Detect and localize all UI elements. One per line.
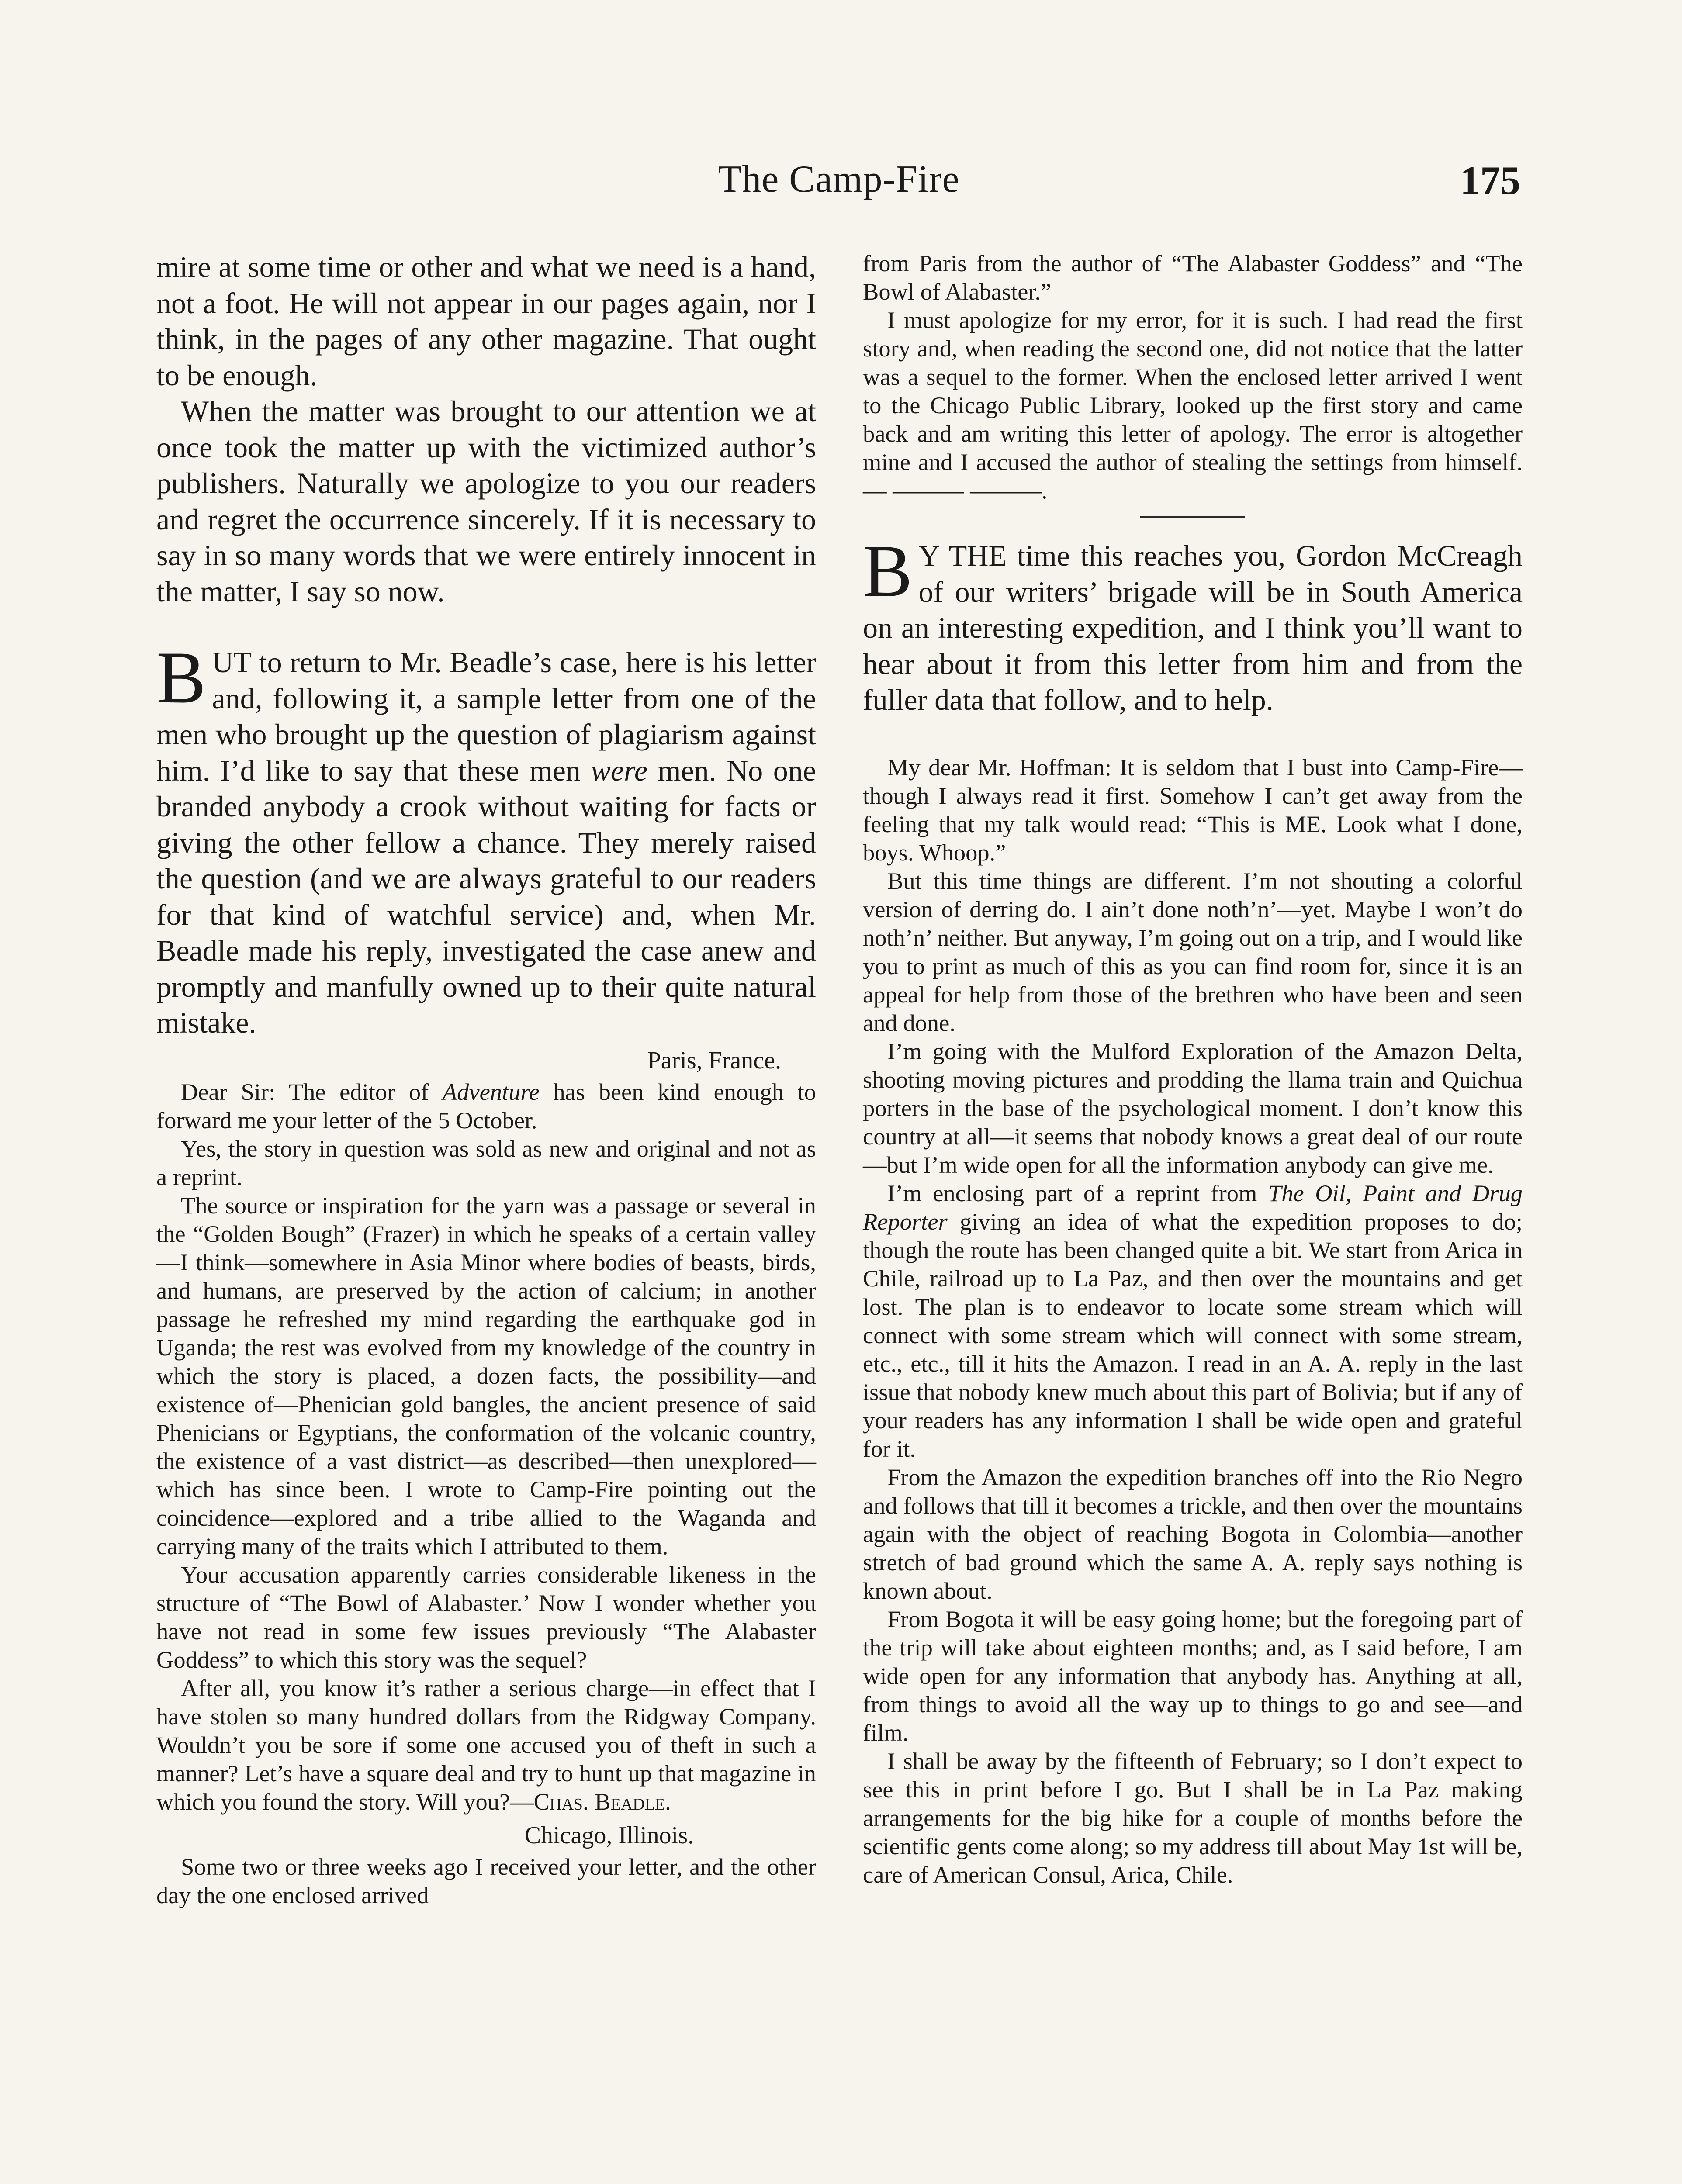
letter-paragraph: From the Amazon the expedition branches off into the Rio Negro and follows that till it becomes a trickle, and then over the mountains again with the object of reaching Bogota in Colombia—another stretch of bad ground which the same A. A. reply says nothing is known about. <box>863 1463 1523 1604</box>
drop-cap: B <box>156 636 206 719</box>
letter-paragraph: Some two or three weeks ago I received your letter, and the other day the one enclosed arrived <box>156 1853 816 1908</box>
paragraph-dropcap: B Y THE time this reaches you, Gordon McCreagh of our writers’ brigade will be in South America on an interesting expedition, and I think you’ll want to hear about it from this letter from him and from the fuller data that follow, and to help. <box>863 530 1523 716</box>
letter-paragraph: Your accusation apparently carries considerable likeness in the structure of “The Bowl of Alabaster.’ Now I wonder whether you have not read in some few issues previously “The Alabaster Goddess” to which this story was the sequel? <box>156 1561 816 1673</box>
paragraph: mire at some time or other and what we need is a hand, not a foot. He will not appear in our pages again, nor I think, in the pages of any other magazine. That ought to be enough. <box>156 250 816 392</box>
paragraph: When the matter was brought to our attention we at once took the matter up with the victimized author’s publishers. Naturally we apologize to you our readers and regret the occurrence sincerely. If it is necessary to say in so many words that we were entirely innocent in the matter, I say so now. <box>156 394 816 608</box>
dateline: Chicago, Illinois. <box>524 1821 694 1849</box>
letter-paragraph: I shall be away by the fifteenth of February; so I don’t expect to see this in print before I go. But I shall be in La Paz making arrangements for the big hike for a couple of months before the scientific gents come along; so my address till about May 1st will be, care of American Consul, Arica, Chile. <box>863 1747 1523 1888</box>
letter-paragraph: I’m going with the Mulford Exploration of the Amazon Delta, shooting moving pictures and prodding the llama train and Quichua porters in the base of the psychological moment. I don’t know this country at all—it seems that nobody knows a great deal of our route—but I’m wide open for all the information anybody can give me. <box>863 1037 1523 1178</box>
paragraph-dropcap: BUT to return to Mr. Beadle’s case, here is his letter and, following it, a sample letter from one of the men who brought up the question of plagiarism against him. I’d like to say that these men were men. No one branded anybody a crook without waiting for facts or giving the other fellow a chance. They merely raised the question (and we are always grateful to our readers for that kind of watchful service) and, when Mr. Beadle made his reply, investigated the case anew and promptly and manfully owned up to their quite natural mistake. <box>156 636 816 1039</box>
drop-cap: B <box>863 530 913 612</box>
running-head: The Camp-Fire <box>718 158 960 200</box>
letter-paragraph: My dear Mr. Hoffman: It is seldom that I bust into Camp-Fire—though I always read it first. Somehow I can’t get away from the feeling that my talk would read: “This is ME. Look what I done, boys. Whoop.” <box>863 753 1523 866</box>
left-column <box>156 249 816 1909</box>
letter-paragraph: But this time things are different. I’m not shouting a colorful version of derring do. I ain’t done noth’n’—yet. Maybe I won’t do noth’n’ neither. But anyway, I’m going out on a trip, and I would like you to print as much of this as you can find room for, since it is an appeal for help from those of the brethren who have been and seen and done. <box>863 867 1523 1036</box>
letter-paragraph: I must apologize for my error, for it is such. I had read the first story and, when reading the second one, did not notice that the latter was a sequel to the former. When the enclosed letter arrived I went to the Chicago Public Library, looked up the first story and came back and am writing this letter of apology. The error is altogether mine and I accused the author of stealing the settings from himself.— ——— ———. <box>863 307 1523 504</box>
letter-paragraph: After all, you know it’s rather a serious charge—in effect that I have stolen so many hundred dollars from the Ridgway Company. Wouldn’t you be sore if some one accused you of theft in such a manner? Let’s have a square deal and try to hunt up that magazine in which you found the story. Will you?—Chas. Beadle. <box>156 1674 816 1815</box>
right-column <box>863 249 1523 1889</box>
letter-paragraph: I’m enclosing part of a reprint from The Oil, Paint and Drug Reporter giving an idea of what the expedition proposes to do; though the route has been changed quite a bit. We start from Arica in Chile, railroad up to La Paz, and then over the mountains and get lost. The plan is to endeavor to locate some stream which will connect with some stream which will connect with some stream, etc., etc., till it hits the Amazon. I read in an A. A. reply in the last issue that nobody knew much about this part of Bolivia; but if any of your readers has any information I shall be wide open and grateful for it. <box>863 1179 1523 1462</box>
section-divider <box>1140 516 1245 518</box>
letter-paragraph: Dear Sir: The editor of Adventure has been kind enough to forward me your letter of the 5 October. <box>156 1078 816 1133</box>
letter-paragraph: From Bogota it will be easy going home; but the foregoing part of the trip will take about eighteen months; and, as I said before, I am wide open for any information that anybody has. Anything at all, from things to avoid all the way up to things to go and see—and film. <box>863 1605 1523 1746</box>
page-number: 175 <box>1460 158 1520 203</box>
page-header <box>157 157 1520 218</box>
letter-paragraph: The source or inspiration for the yarn was a passage or several in the “Golden Bough” (Frazer) in which he speaks of a certain valley—I think—somewhere in Asia Minor where bodies of beasts, birds, and humans, are preserved by the action of calcium; in another passage he refreshed my mind regarding the earthquake god in Uganda; the rest was evolved from my knowledge of the country in which the story is placed, a dozen facts, the possibility—and existence of—Phenician gold bangles, the ancient presence of said Phenicians or Egyptians, the conformation of the volcanic country, the existence of a vast district—as described—then unexplored—which has since been. I wrote to Camp-Fire pointing out the coincidence—explored and a tribe allied to the Waganda and carrying many of the traits which I attributed to them. <box>156 1192 816 1559</box>
letter-paragraph: from Paris from the author of “The Alabaster Goddess” and “The Bowl of Alabaster.” <box>863 250 1523 305</box>
letter-paragraph: Yes, the story in question was sold as new and original and not as a reprint. <box>156 1135 816 1190</box>
signature: Chas. Beadle. <box>533 1788 671 1815</box>
dateline: Paris, France. <box>647 1047 781 1074</box>
